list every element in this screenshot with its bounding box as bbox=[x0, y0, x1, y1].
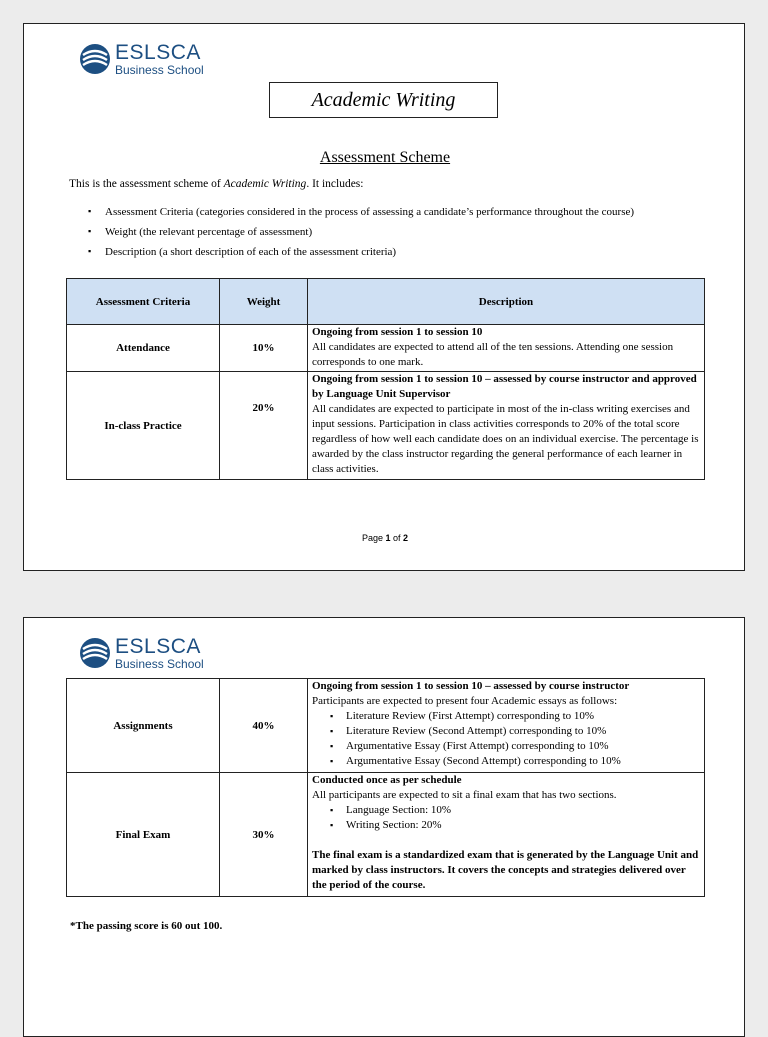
bullet-item: ▪ Description (a short description of each of the assessment criteria) bbox=[88, 246, 634, 266]
scheme-bullet-list bbox=[88, 206, 634, 266]
section-heading: Assessment Scheme bbox=[319, 149, 451, 166]
column-header-description: Description bbox=[308, 279, 705, 325]
footer-prefix: Page bbox=[361, 533, 386, 543]
school-logo bbox=[79, 636, 204, 670]
description-heading: Ongoing from session 1 to session 10 bbox=[312, 326, 483, 338]
logo-subtitle: Business School bbox=[115, 657, 204, 671]
footer-page-total: 2 bbox=[403, 533, 409, 543]
logo-name: ESLSCA bbox=[115, 41, 201, 64]
document-title: Academic Writing bbox=[269, 82, 498, 118]
list-item: ▪ Writing Section: 20% bbox=[312, 818, 700, 833]
description-body: All participants are expected to sit a final exam that has two sections. bbox=[312, 789, 617, 801]
logo-name: ESLSCA bbox=[115, 635, 201, 658]
table-row bbox=[67, 679, 705, 773]
logo-subtitle: Business School bbox=[115, 63, 204, 77]
page-footer bbox=[24, 533, 746, 543]
exam-section-list bbox=[312, 803, 700, 833]
assessment-table bbox=[66, 278, 705, 480]
footer-of: of bbox=[390, 533, 404, 543]
document-page-1 bbox=[23, 23, 745, 571]
list-item: ▪ Literature Review (First Attempt) corresponding to 10% bbox=[312, 709, 700, 724]
weight-cell: 30% bbox=[220, 773, 308, 897]
footer-page-number: 1 bbox=[385, 533, 391, 543]
intro-after: . It includes: bbox=[306, 178, 364, 190]
intro-text bbox=[69, 178, 363, 190]
document-page-2 bbox=[23, 617, 745, 1037]
criteria-cell: Assignments bbox=[67, 679, 220, 773]
description-body: All candidates are expected to attend all of the ten sessions. Attending one session corresponds to one mark. bbox=[312, 341, 674, 368]
description-heading: Ongoing from session 1 to session 10 – assessed by course instructor and approved by Language Unit Supervisor bbox=[312, 373, 697, 400]
intro-before: This is the assessment scheme of bbox=[69, 178, 224, 190]
column-header-criteria: Assessment Criteria bbox=[67, 279, 220, 325]
description-body: All candidates are expected to participate in most of the in-class writing exercises and input sessions. Participation in class activities corresponds to 20% of the total score regardless of how well each candidate does on an individual exercise. The percentage is awarded by the class instructor regarding the general performance of each learner in class activities. bbox=[312, 403, 699, 475]
exam-note: The final exam is a standardized exam that is generated by the Language Unit and marked by class instructors. It covers the concepts and strategies delivered over the period of the course. bbox=[312, 849, 699, 891]
criteria-cell: Final Exam bbox=[67, 773, 220, 897]
table-row bbox=[67, 372, 705, 480]
description-cell bbox=[308, 325, 705, 372]
description-cell bbox=[308, 773, 705, 897]
criteria-cell: In-class Practice bbox=[67, 372, 220, 480]
criteria-cell: Attendance bbox=[67, 325, 220, 372]
assessment-table-continued bbox=[66, 678, 705, 897]
intro-course-name: Academic Writing bbox=[223, 178, 307, 190]
bullet-item: ▪ Assessment Criteria (categories considered in the process of assessing a candidate’s performance throughout the course) bbox=[88, 206, 634, 226]
description-cell bbox=[308, 372, 705, 480]
weight-cell: 10% bbox=[220, 325, 308, 372]
eslsca-swirl-icon bbox=[79, 637, 111, 669]
passing-score-note: *The passing score is 60 out 100. bbox=[70, 920, 223, 932]
weight-cell: 40% bbox=[220, 679, 308, 773]
bullet-item: ▪ Weight (the relevant percentage of assessment) bbox=[88, 226, 634, 246]
eslsca-swirl-icon bbox=[79, 43, 111, 75]
description-heading: Conducted once as per schedule bbox=[312, 774, 462, 786]
description-body: Participants are expected to present four Academic essays as follows: bbox=[312, 695, 618, 707]
school-logo bbox=[79, 42, 204, 76]
description-heading: Ongoing from session 1 to session 10 – assessed by course instructor bbox=[312, 680, 630, 692]
list-item: ▪ Language Section: 10% bbox=[312, 803, 700, 818]
table-row bbox=[67, 325, 705, 372]
weight-cell: 20% bbox=[220, 372, 308, 480]
table-row bbox=[67, 773, 705, 897]
column-header-weight: Weight bbox=[220, 279, 308, 325]
assignment-list bbox=[312, 709, 700, 769]
table-header-row bbox=[67, 279, 705, 325]
description-cell bbox=[308, 679, 705, 773]
list-item: ▪ Argumentative Essay (Second Attempt) corresponding to 10% bbox=[312, 754, 700, 769]
list-item: ▪ Argumentative Essay (First Attempt) corresponding to 10% bbox=[312, 739, 700, 754]
list-item: ▪ Literature Review (Second Attempt) corresponding to 10% bbox=[312, 724, 700, 739]
